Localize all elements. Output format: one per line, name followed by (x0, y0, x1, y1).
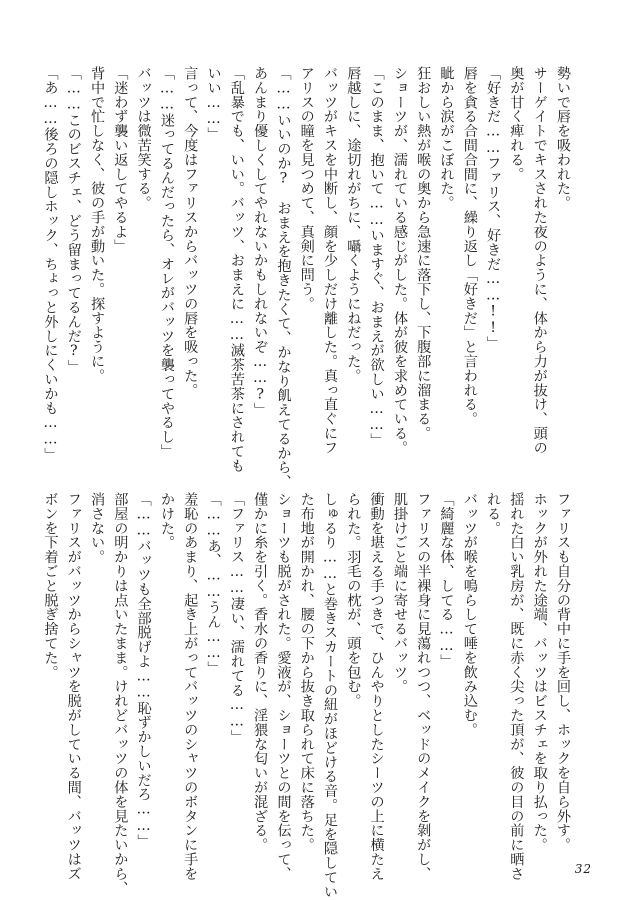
text-column: 「綺麗な体、してる……」 (438, 492, 455, 669)
text-column: バッツがキスを中断し、顔を少しだけ離した。真っ直ぐにフ (322, 66, 339, 455)
text-column: ボンを下着ごと脱ぎ捨てた。 (42, 492, 59, 680)
text-column: 背中で忙しなく、彼の手が動いた。探すように。 (89, 66, 106, 383)
text-column: 「ファリス……凄い、濡れてる……」 (228, 492, 245, 744)
upper-text-block (38, 66, 574, 489)
text-column: ホックが外れた途端、バッツはビスチェを取り払った。 (531, 492, 548, 852)
text-column: かけた。 (158, 492, 175, 550)
text-column: 奥が甘く痺れる。 (508, 66, 525, 182)
text-column: 部屋の明かりは点いたまま。けれどバッツの体を見たいから、 (112, 492, 129, 896)
text-column: 「……いいのか? おまえを抱きたくて、かなり飢えてるから、 (275, 66, 292, 489)
text-column: ショーツが、濡れている感じがした。体が彼を求めている。 (391, 66, 408, 455)
text-column: られた。羽毛の枕が、頭を包む。 (345, 492, 362, 708)
text-column: 「このまま、抱いて……いますぐ、おまえが欲しい……」 (368, 66, 385, 448)
text-column: 「……このビスチェ、どう留まってるんだ?」 (65, 66, 82, 374)
text-column: いい……」 (205, 66, 222, 142)
text-column: た布地が開かれ、腰の下から抜き取られて床に落ちた。 (298, 492, 315, 852)
text-column: 肌掛けごと端に寄せるバッツ。 (391, 492, 408, 694)
text-column: バッツが喉を鳴らして唾を飲み込む。 (461, 492, 478, 737)
text-column: 消さない。 (89, 492, 106, 564)
text-column: 「……あ、……うん……」 (205, 492, 222, 676)
text-column: 僅かに糸を引く。香水の香りに、淫猥な匂いが混ざる。 (252, 492, 269, 852)
text-column: 「乱暴でも、いい。バッツ、おまえに……滅茶苦茶にされても (228, 66, 245, 473)
text-column: 羞恥のあまり、起き上がってバッツのシャツのボタンに手を (182, 492, 199, 881)
text-column: バッツは微苦笑する。 (135, 66, 152, 210)
text-column: あんまり優しくしてやれないかもしれないぞ……?」 (252, 66, 269, 417)
page-number: 32 (574, 862, 592, 876)
text-column: サーゲイトでキスされた夜のように、体から力が抜け、頭の (531, 66, 548, 455)
text-column: れる。 (485, 492, 502, 536)
text-column: 「……バッツも全部脱げよ……恥ずかしいだろ……」 (135, 492, 152, 849)
text-column: 「……迷ってるんだったら、オレがバッツを襲ってやるし」 (158, 66, 175, 459)
lower-text-block (38, 492, 574, 899)
text-column: 言って、今度はファリスからバッツの唇を吸った。 (182, 66, 199, 398)
text-column: 「迷わず襲い返してやるよ」 (112, 66, 129, 254)
text-column: 「あ……後ろの隠しホック、ちょっと外しにくいかも……」 (42, 66, 59, 462)
text-column: 勢いで唇を吸われた。 (555, 66, 571, 210)
text-column: ファリスの半裸身に見蕩れつつ、ベッドのメイクを剝がし、 (415, 492, 432, 881)
text-column: 眦から涙がこぼれた。 (438, 66, 455, 210)
text-column: 唇越しに、途切れがちに、囁くようにねだった。 (345, 66, 362, 383)
text-column: ファリスも自分の背中に手を回し、ホックを自ら外す。 (555, 492, 571, 852)
text-column: しゅるり……と巻きスカートの紐がほどける音。足を隠してい (322, 492, 339, 899)
text-column: ファリスがバッツからシャツを脱がしている間、バッツはズ (65, 492, 82, 881)
text-column: 衝動を堪える手つきで、ひんやりとしたシーツの上に横たえ (368, 492, 385, 881)
text-column: 唇を貪る合間合間に、繰り返し「好きだ」と言われる。 (461, 66, 478, 426)
text-column: ショーツも脱がされた。愛液が、ショーツとの間を伝って、 (275, 492, 292, 881)
text-column: アリスの瞳を見つめて、真剣に問う。 (298, 66, 315, 311)
text-column: 「好きだ……ファリス、好きだ……!!」 (485, 66, 502, 351)
text-column: 揺れた白い乳房が、既に赤く尖った頂が、彼の目の前に晒さ (508, 492, 525, 881)
text-column: 狂おしい熱が喉の奥から急速に落下し、下腹部に溜まる。 (415, 66, 432, 441)
